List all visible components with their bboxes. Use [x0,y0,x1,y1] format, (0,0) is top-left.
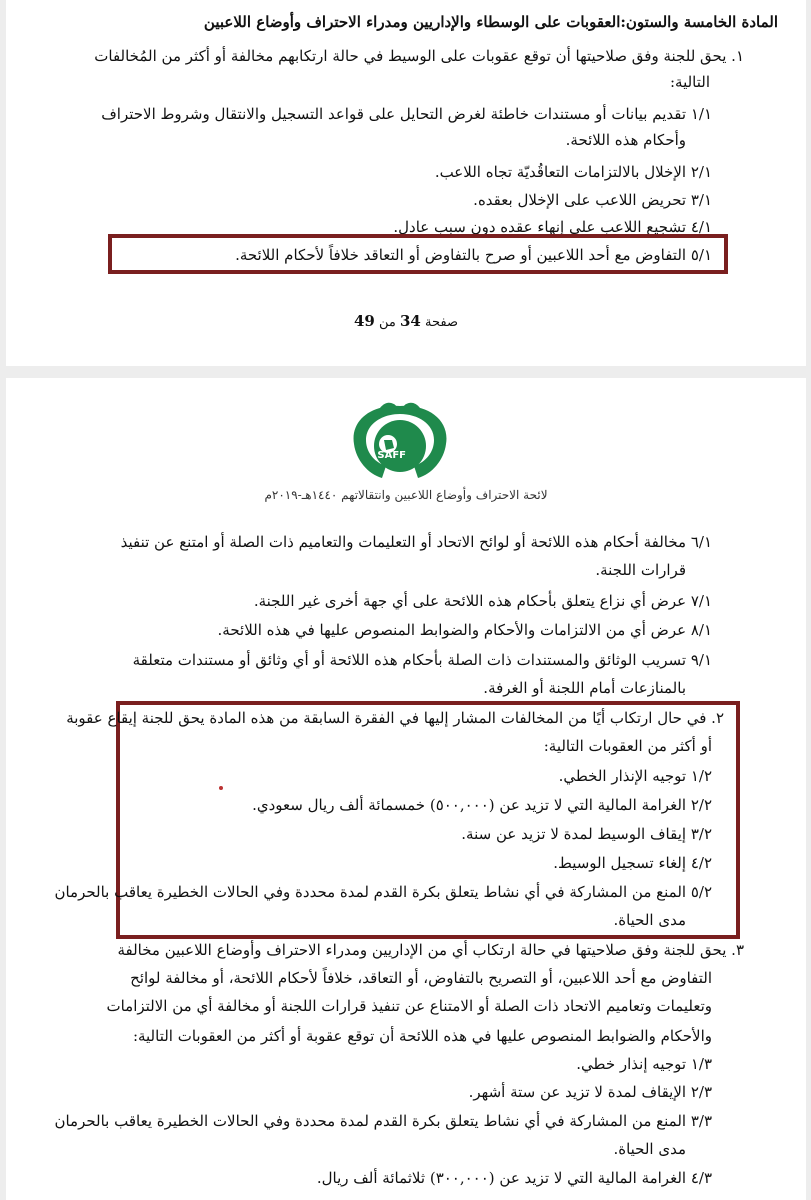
paragraph-line: والأحكام والضوابط المنصوص عليها في هذه اللائحة أن توقع عقوبة أو أكثر من العقوبات التالية: [132,1027,712,1045]
paragraph-line-highlighted: ٢/٢ الغرامة المالية التي لا تزيد عن (٥٠٠,٠٠٠) خمسمائة ألف ريال سعودي. [252,796,712,814]
paragraph-line-highlighted: مدى الحياة. [613,911,686,929]
paragraph-line: ٧/١ عرض أي نزاع يتعلق بأحكام هذه اللائحة على أي جهة أخرى غير اللجنة. [253,592,712,610]
current-page: 34 [400,312,421,330]
paragraph-line: ١. يحق للجنة وفق صلاحيتها أن توقع عقوبات على الوسيط في حالة ارتكابهم مخالفة أو أكثر من المُخالفات [94,47,744,65]
paragraph-line: مدى الحياة. [613,1140,686,1158]
logo-text: SAFF [377,450,406,461]
paragraph-line-highlighted: أو أكثر من العقوبات التالية: [543,737,712,755]
paragraph-line-highlighted: ٥/١ التفاوض مع أحد اللاعبين أو صرح بالتفاوض أو التعاقد خلافاً لأحكام اللائحة. [235,246,712,264]
paragraph-line-highlighted: ٤/٢ إلغاء تسجيل الوسيط. [553,854,712,872]
paragraph-line-highlighted: ٥/٢ المنع من المشاركة في أي نشاط يتعلق بكرة القدم لمدة محددة وفي الحالات الخطيرة يعاقب بالحرمان [54,883,712,901]
stray-mark [219,786,223,790]
paragraph-line: بالمنازعات أمام اللجنة أو الغرفة. [483,679,686,697]
paragraph-line-highlighted: ١/٢ توجيه الإنذار الخطي. [558,767,712,785]
paragraph-line: ٣/٣ المنع من المشاركة في أي نشاط يتعلق بكرة القدم لمدة محددة وفي الحالات الخطيرة يعاقب بالحرمان [54,1112,712,1130]
document-page-2 [6,378,806,1200]
paragraph-line: ١/١ تقديم بيانات أو مستندات خاطئة لغرض التحايل على قواعد التسجيل والانتقال وشروط الاحتراف [101,105,712,123]
paragraph-line: ٦/١ مخالفة أحكام هذه اللائحة أو لوائح الاتحاد أو التعليمات والتعاميم ذات الصلة أو امتنع عن تنفيذ [120,533,712,551]
page-label: صفحة [425,315,458,330]
paragraph-line: ١/٣ توجيه إنذار خطي. [576,1055,712,1073]
paragraph-line: ٩/١ تسريب الوثائق والمستندات ذات الصلة بأحكام هذه اللائحة أو أي وثائق أو مستندات متعلقة [132,651,712,669]
paragraph-line: ٣. يحق للجنة وفق صلاحيتها في حالة ارتكاب أي من الإداريين ومدراء الاحتراف وأوضاع اللاعبين مخالفة [117,941,744,959]
paragraph-line: وأحكام هذه اللائحة. [565,131,686,149]
article-heading: المادة الخامسة والستون:العقوبات على الوسطاء والإداريين ومدراء الاحتراف وأوضاع اللاعبين [203,13,778,31]
total-pages: 49 [353,312,375,330]
paragraph-line-highlighted: ٢. في حال ارتكاب أيًا من المخالفات المشار إليها في الفقرة السابقة من هذه المادة يحق للجنة إيقاع عقوبة [66,709,724,727]
paragraph-line: ٣/١ تحريض اللاعب على الإخلال بعقده. [473,191,712,209]
paragraph-line: التفاوض مع أحد اللاعبين، أو التصريح بالتفاوض، أو التعاقد، خلافاً لأحكام اللائحة، أو مخالفة لوائح [130,969,712,987]
paragraph-line: ٨/١ عرض أي من الالتزامات والأحكام والضوابط المنصوص عليها في هذه اللائحة. [217,621,712,639]
paragraph-line: وتعليمات وتعاميم الاتحاد ذات الصلة أو الامتناع عن تنفيذ قرارات اللجنة أو مخالفة أي من الالتزامات [106,997,712,1015]
paragraph-line: ٢/١ الإخلال بالالتزامات التعاقُديّة تجاه اللاعب. [434,163,712,181]
paragraph-line: قرارات اللجنة. [595,561,686,579]
paragraph-line: ٤/٣ الغرامة المالية التي لا تزيد عن (٣٠٠,٠٠٠) ثلاثمائة ألف ريال. [316,1169,712,1187]
paragraph-line: ٤/١ تشجيع اللاعب على إنهاء عقده دون سبب عادل. [393,218,712,236]
paragraph-line: ٢/٣ الإيقاف لمدة لا تزيد عن ستة أشهر. [468,1083,712,1101]
page-number [6,312,806,330]
document-page-1 [6,0,806,366]
saff-emblem-icon [340,400,460,480]
paragraph-line-highlighted: ٣/٢ إيقاف الوسيط لمدة لا تزيد عن سنة. [461,825,712,843]
paragraph-line: التالية: [669,73,710,91]
page-of-label: من [379,315,396,330]
saff-logo [340,400,460,480]
regulation-caption: لائحة الاحتراف وأوضاع اللاعبين وانتقالاتهم ١٤٤٠هـ-٢٠١٩م [264,488,548,502]
